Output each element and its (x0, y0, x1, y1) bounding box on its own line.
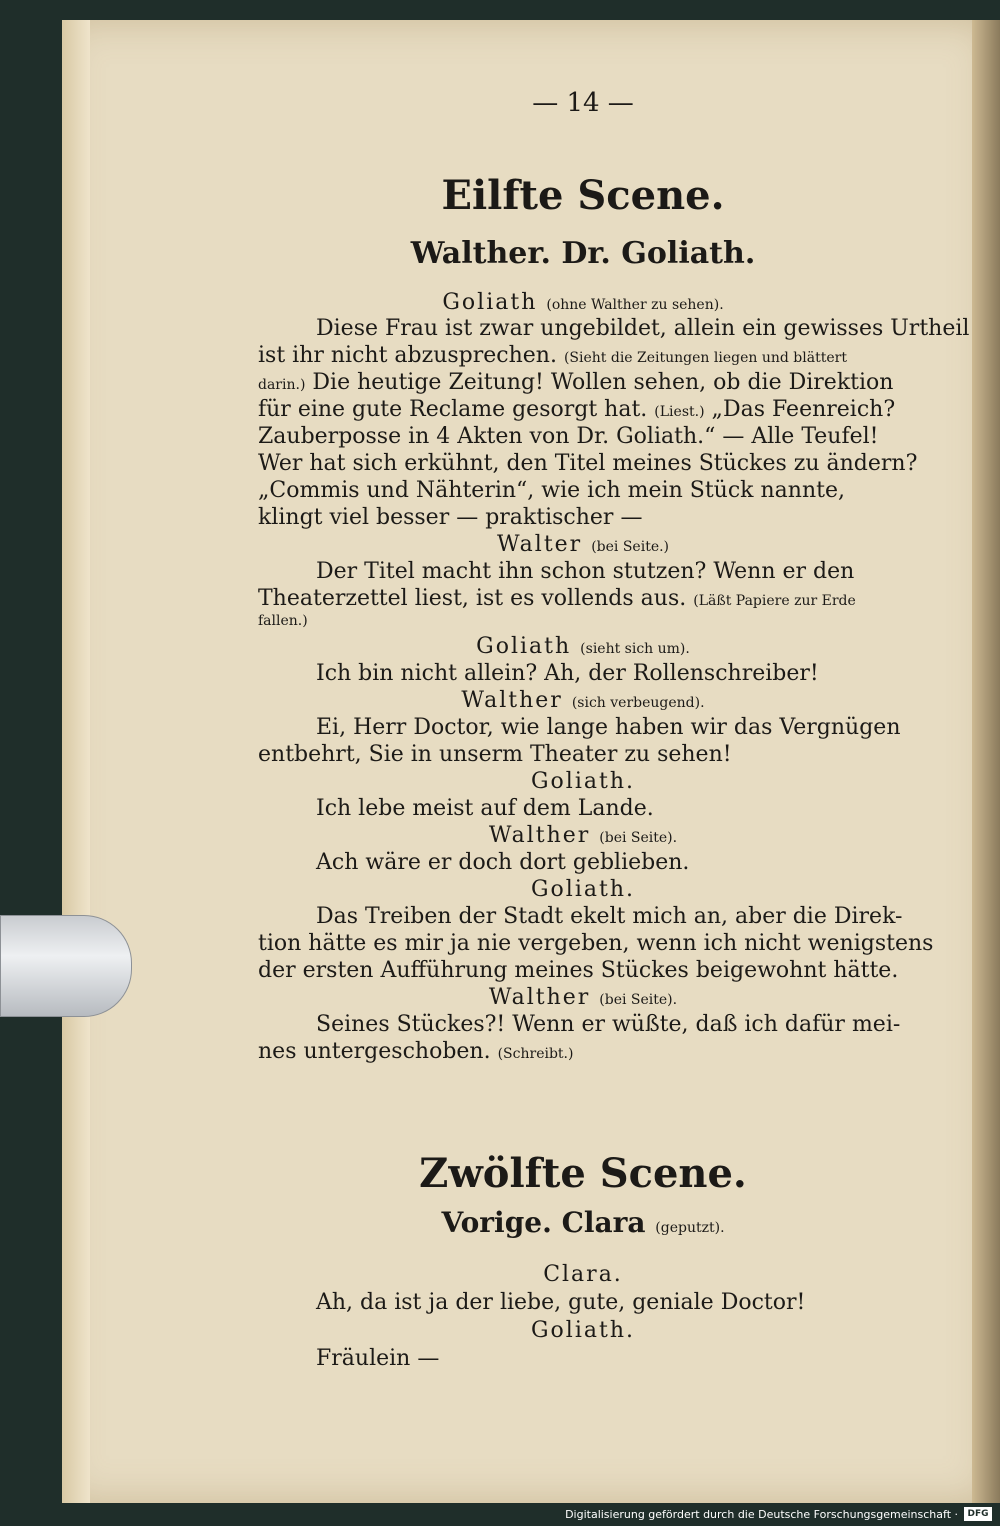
stage-direction: (Schreibt.) (497, 1046, 574, 1062)
speaker-goliath: Goliath. (530, 769, 635, 794)
dialogue-line: tion hätte es mir ja nie vergeben, wenn ich nicht wenigstens (258, 931, 934, 956)
dialogue-line (258, 586, 856, 611)
stage-direction: darin.) (258, 377, 306, 393)
scene-12-heading: Zwölfte Scene. (419, 1150, 747, 1197)
speaker-walther (258, 985, 908, 1010)
dialogue-line: Wer hat sich erkühnt, den Titel meines Stückes zu ändern? (258, 451, 918, 476)
speaker-name: Walter (496, 532, 583, 557)
speaker-goliath (258, 290, 908, 315)
dfg-logo: DFG (964, 1507, 992, 1521)
speaker-goliath: Goliath. (530, 1318, 635, 1343)
stage-direction: (sich verbeugend). (571, 695, 705, 711)
scene-12-character-names: Vorige. Clara (441, 1206, 646, 1239)
stage-direction: (geputzt). (655, 1220, 725, 1236)
dialogue-line: Ach wäre er doch dort geblieben. (316, 850, 690, 875)
dialogue-text: ist ihr nicht abzusprechen. (258, 343, 557, 368)
stage-direction: (bei Seite). (599, 830, 678, 846)
book-spine (972, 20, 1000, 1503)
dialogue-line (258, 1039, 573, 1064)
dialogue-text: Die heutige Zeitung! Wollen sehen, ob die Direktion (312, 370, 894, 395)
dialogue-line: Diese Frau ist zwar ungebildet, allein ein gewisses Urtheil (316, 316, 970, 341)
dialogue-line: Ei, Herr Doctor, wie lange haben wir das Vergnügen (316, 715, 901, 740)
dialogue-line: Ah, da ist ja der liebe, gute, geniale Doctor! (316, 1290, 806, 1315)
stage-direction: (bei Seite). (599, 992, 678, 1008)
dialogue-text: „Das Feenreich? (711, 397, 896, 422)
dialogue-line: entbehrt, Sie in unserm Theater zu sehen! (258, 742, 732, 767)
speaker-walter (258, 532, 908, 557)
scene-11-characters: Walther. Dr. Goliath. (410, 236, 756, 271)
dialogue-line: Zauberposse in 4 Akten von Dr. Goliath.“ — Alle Teufel! (258, 424, 879, 449)
dialogue-text: nes untergeschoben. (258, 1039, 491, 1064)
page-edge (62, 20, 90, 1503)
stage-direction: (Liest.) (654, 404, 705, 420)
speaker-name: Walther (461, 688, 563, 713)
scene-11-heading: Eilfte Scene. (441, 172, 725, 219)
dialogue-line: der ersten Aufführung meines Stückes beigewohnt hätte. (258, 958, 899, 983)
stage-direction: (Sieht die Zeitungen liegen und blättert (563, 350, 847, 366)
dialogue-line: „Commis und Nähterin“, wie ich mein Stück nannte, (258, 478, 845, 503)
dialogue-line (258, 343, 908, 368)
scene-12-characters (258, 1206, 908, 1239)
speaker-clara: Clara. (543, 1262, 623, 1287)
dialogue-line: Seines Stückes?! Wenn er wüßte, daß ich dafür mei- (316, 1012, 901, 1037)
dialogue-text: für eine gute Reclame gesorgt hat. (258, 397, 648, 422)
stage-direction: (ohne Walther zu sehen). (546, 297, 724, 313)
speaker-name: Walther (488, 985, 591, 1010)
dialogue-line: klingt viel besser — praktischer — (258, 505, 643, 530)
dialogue-line: Das Treiben der Stadt ekelt mich an, aber die Direk- (316, 904, 903, 929)
stage-direction: (sieht sich um). (580, 641, 690, 657)
dialogue-line (258, 370, 893, 395)
page-clip (0, 915, 132, 1017)
speaker-goliath: Goliath. (530, 877, 635, 902)
speaker-walther (258, 823, 908, 848)
footer-credit: Digitalisierung gefördert durch die Deutsche Forschungsgemeinschaft · (565, 1508, 958, 1521)
dialogue-line: Ich bin nicht allein? Ah, der Rollenschreiber! (316, 661, 819, 686)
page-number: — 14 — (532, 88, 634, 118)
stage-direction: fallen.) (258, 613, 308, 629)
speaker-goliath (258, 634, 908, 659)
speaker-name: Goliath (442, 290, 538, 315)
stage-direction: (bei Seite.) (591, 539, 670, 555)
dialogue-text: Theaterzettel liest, ist es vollends aus. (258, 586, 687, 611)
dialogue-line: Der Titel macht ihn schon stutzen? Wenn er den (316, 559, 855, 584)
stage-direction: (Läßt Papiere zur Erde (693, 593, 856, 609)
dialogue-line: Fräulein — (316, 1346, 440, 1371)
speaker-walther (258, 688, 908, 713)
speaker-name: Walther (488, 823, 591, 848)
dialogue-line (258, 397, 895, 422)
speaker-name: Goliath (476, 634, 572, 659)
dialogue-line: Ich lebe meist auf dem Lande. (316, 796, 654, 821)
